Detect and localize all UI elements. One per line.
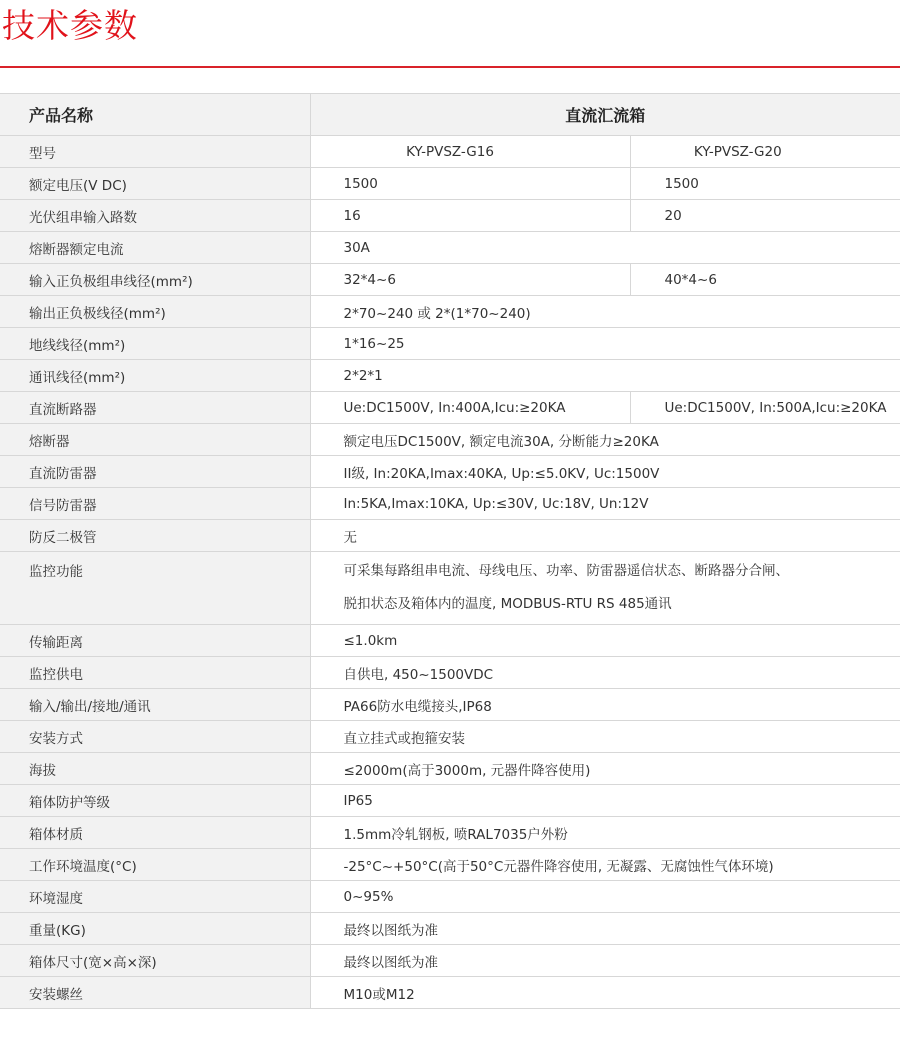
row-label: 地线线径(mm²) xyxy=(0,328,310,360)
table-row xyxy=(0,264,900,296)
header-product-name: 直流汇流箱 xyxy=(310,94,900,136)
table-header-row xyxy=(0,94,900,136)
model-g20: KY-PVSZ-G20 xyxy=(630,136,900,168)
table-row xyxy=(0,849,900,881)
row-value: M10或M12 xyxy=(310,977,900,1009)
row-label: 型号 xyxy=(0,136,310,168)
row-label: 输入/输出/接地/通讯 xyxy=(0,689,310,721)
row-value: 30A xyxy=(310,232,900,264)
row-value: 1500 xyxy=(310,168,630,200)
table-row xyxy=(0,488,900,520)
row-label: 重量(KG) xyxy=(0,913,310,945)
row-value: IP65 xyxy=(310,785,900,817)
page-title: 技术参数 xyxy=(2,6,138,45)
monitoring-line-1: 可采集每路组串电流、母线电压、功率、防雷器遥信状态、断路器分合闸、 xyxy=(343,563,789,579)
title-divider xyxy=(0,66,900,68)
row-value: 16 xyxy=(310,200,630,232)
table-row xyxy=(0,360,900,392)
table-row xyxy=(0,520,900,552)
row-label: 安装方式 xyxy=(0,721,310,753)
row-value: 无 xyxy=(310,520,900,552)
row-value-2: Ue:DC1500V, In:500A,Icu:≥20KA xyxy=(630,392,900,424)
table-row xyxy=(0,552,900,625)
table-row xyxy=(0,392,900,424)
row-value: 自供电, 450~1500VDC xyxy=(310,657,900,689)
table-row xyxy=(0,625,900,657)
spec-table xyxy=(0,93,900,1009)
row-label: 额定电压(V DC) xyxy=(0,168,310,200)
row-value: ≤2000m(高于3000m, 元器件降容使用) xyxy=(310,753,900,785)
row-label: 安装螺丝 xyxy=(0,977,310,1009)
row-label: 箱体材质 xyxy=(0,817,310,849)
row-value-2: 20 xyxy=(630,200,900,232)
row-label: 工作环境温度(°C) xyxy=(0,849,310,881)
row-label: 通讯线径(mm²) xyxy=(0,360,310,392)
table-row xyxy=(0,785,900,817)
row-label: 直流防雷器 xyxy=(0,456,310,488)
row-value: 直立挂式或抱箍安装 xyxy=(310,721,900,753)
table-row xyxy=(0,945,900,977)
table-row xyxy=(0,456,900,488)
row-label: 海拔 xyxy=(0,753,310,785)
table-row xyxy=(0,721,900,753)
table-row xyxy=(0,200,900,232)
row-value: 2*2*1 xyxy=(310,360,900,392)
table-row xyxy=(0,657,900,689)
monitoring-line-2: 脱扣状态及箱体内的温度, MODBUS-RTU RS 485通讯 xyxy=(343,596,672,612)
row-value: 32*4~6 xyxy=(310,264,630,296)
model-g16: KY-PVSZ-G16 xyxy=(310,136,630,168)
row-label: 熔断器额定电流 xyxy=(0,232,310,264)
table-row xyxy=(0,817,900,849)
row-value: In:5KA,Imax:10KA, Up:≤30V, Uc:18V, Un:12V xyxy=(310,488,900,520)
row-label: 直流断路器 xyxy=(0,392,310,424)
table-row xyxy=(0,296,900,328)
table-row xyxy=(0,136,900,168)
table-row xyxy=(0,168,900,200)
row-value: 1*16~25 xyxy=(310,328,900,360)
table-row xyxy=(0,913,900,945)
table-row xyxy=(0,977,900,1009)
row-label: 输入正负极组串线径(mm²) xyxy=(0,264,310,296)
row-value: 0~95% xyxy=(310,881,900,913)
row-label: 输出正负极线径(mm²) xyxy=(0,296,310,328)
row-value: ≤1.0km xyxy=(310,625,900,657)
row-label: 信号防雷器 xyxy=(0,488,310,520)
row-value xyxy=(310,552,900,625)
row-label: 防反二极管 xyxy=(0,520,310,552)
row-label: 监控供电 xyxy=(0,657,310,689)
row-value: PA66防水电缆接头,IP68 xyxy=(310,689,900,721)
row-value-2: 1500 xyxy=(630,168,900,200)
row-label: 环境湿度 xyxy=(0,881,310,913)
row-value: 额定电压DC1500V, 额定电流30A, 分断能力≥20KA xyxy=(310,424,900,456)
row-label: 光伏组串输入路数 xyxy=(0,200,310,232)
row-label: 传输距离 xyxy=(0,625,310,657)
table-row xyxy=(0,881,900,913)
row-value: 最终以图纸为准 xyxy=(310,945,900,977)
table-row xyxy=(0,328,900,360)
row-label: 监控功能 xyxy=(0,552,310,625)
row-value: 最终以图纸为准 xyxy=(310,913,900,945)
row-value: Ue:DC1500V, In:400A,Icu:≥20KA xyxy=(310,392,630,424)
table-row xyxy=(0,232,900,264)
table-row xyxy=(0,689,900,721)
row-value-2: 40*4~6 xyxy=(630,264,900,296)
row-value: 1.5mm冷轧钢板, 喷RAL7035户外粉 xyxy=(310,817,900,849)
table-row xyxy=(0,753,900,785)
row-label: 箱体防护等级 xyxy=(0,785,310,817)
row-value: II级, In:20KA,Imax:40KA, Up:≤5.0KV, Uc:1500V xyxy=(310,456,900,488)
table-row xyxy=(0,424,900,456)
row-label: 熔断器 xyxy=(0,424,310,456)
row-value: -25°C~+50°C(高于50°C元器件降容使用, 无凝露、无腐蚀性气体环境) xyxy=(310,849,900,881)
header-label: 产品名称 xyxy=(0,94,310,136)
row-label: 箱体尺寸(宽×高×深) xyxy=(0,945,310,977)
row-value: 2*70~240 或 2*(1*70~240) xyxy=(310,296,900,328)
